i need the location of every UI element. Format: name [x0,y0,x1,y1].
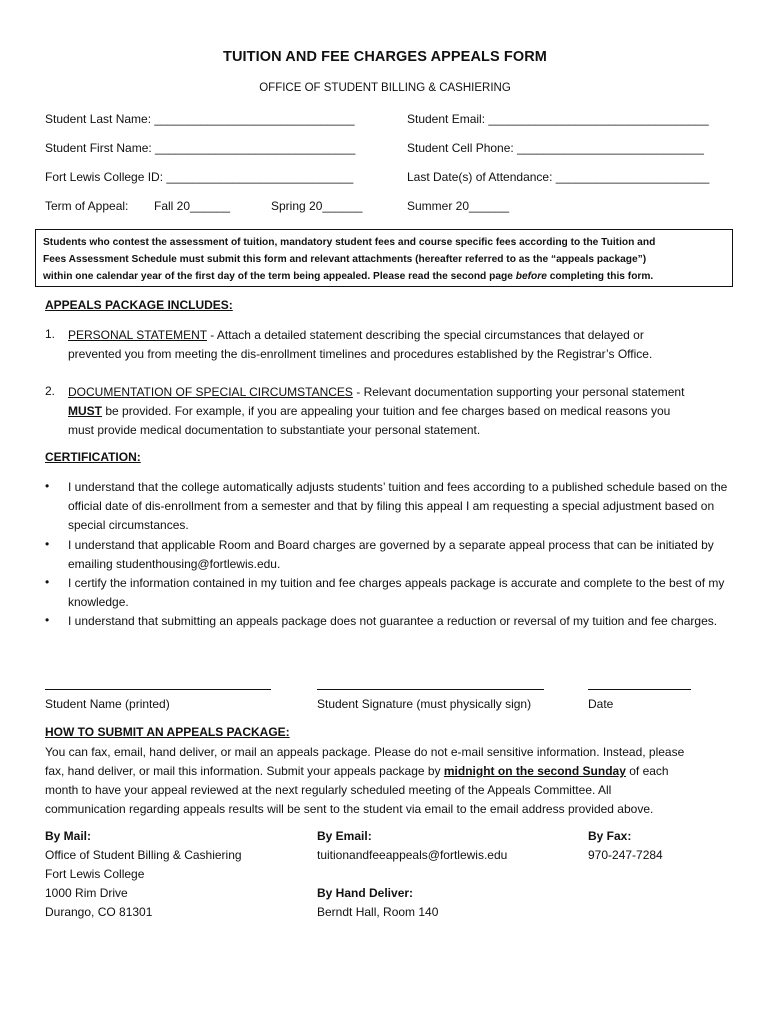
by-mail-label: By Mail: [45,829,92,843]
by-fax-label: By Fax: [588,829,632,843]
fax-number: 970-247-7284 [588,848,663,862]
student-signature-label: Student Signature (must physically sign) [317,697,532,711]
bullet-glyph: • [45,537,50,551]
certification-item: I understand that submitting an appeals package does not guarantee a reduction or reversal of my tuition and fee charges. [68,614,718,628]
date-label: Date [588,697,614,711]
mail-address-line: Office of Student Billing & Cashiering [45,848,242,862]
submit-heading: HOW TO SUBMIT AN APPEALS PACKAGE: [45,725,290,739]
notice-line-3: within one calendar year of the first day of the term being appealed. Please read the second page before completing this form. [43,271,654,282]
last-name-field[interactable]: Student Last Name: ______________________________ [45,112,355,126]
last-attendance-field[interactable]: Last Date(s) of Attendance: _______________________ [407,170,710,184]
documentation-item: DOCUMENTATION OF SPECIAL CIRCUMSTANCES - Relevant documentation supporting your personal statement MUST be provided. For example, if you are appealing your tuition and fee charges based on medical reasons you must provide medical documentation to substantiate your personal statement. [68,385,685,437]
package-heading: APPEALS PACKAGE INCLUDES: [45,298,233,312]
hand-deliver-location: Berndt Hall, Room 140 [317,905,439,919]
student-signature-line[interactable] [317,689,544,690]
form-title: TUITION AND FEE CHARGES APPEALS FORM [223,49,547,65]
fall-term-field[interactable]: Fall 20______ [154,199,231,213]
student-name-label: Student Name (printed) [45,697,170,711]
notice-box [35,229,733,287]
office-subtitle: OFFICE OF STUDENT BILLING & CASHIERING [259,82,511,94]
certification-item: I certify the information contained in my tuition and fee charges appeals package is accurate and complete to the best of my knowledge. [68,576,725,609]
email-field[interactable]: Student Email: _________________________________ [407,112,709,126]
certification-item: I understand that the college automatically adjusts students’ tuition and fees according to a published schedule based on the official date of dis-enrollment from a semester and that by filing this appeal I am requesting a special adjustment based on special circumstances. [68,480,728,532]
term-of-appeal-label: Term of Appeal: [45,199,129,213]
bullet-glyph: • [45,479,50,493]
summer-term-field[interactable]: Summer 20______ [407,199,510,213]
mail-address-line: Fort Lewis College [45,867,145,881]
by-email-label: By Email: [317,829,372,843]
item-number: 2. [45,384,56,398]
by-hand-label: By Hand Deliver: [317,886,414,900]
mail-address-line: 1000 Rim Drive [45,886,128,900]
student-name-line[interactable] [45,689,271,690]
spring-term-field[interactable]: Spring 20______ [271,199,363,213]
personal-statement-item: PERSONAL STATEMENT - Attach a detailed statement describing the special circumstances that delayed or prevented you from meeting the dis-enrollment timelines and procedures established by the Registrar’s Office. [68,328,653,361]
bullet-glyph: • [45,613,50,627]
notice-line-1: Students who contest the assessment of tuition, mandatory student fees and course specific fees according to the Tuition and [43,237,656,248]
date-line[interactable] [588,689,691,690]
certification-heading: CERTIFICATION: [45,450,141,464]
first-name-field[interactable]: Student First Name: ______________________________ [45,141,356,155]
cell-phone-field[interactable]: Student Cell Phone: ____________________________ [407,141,704,155]
email-address-link[interactable]: tuitionandfeeappeals@fortlewis.edu [317,848,508,862]
college-id-field[interactable]: Fort Lewis College ID: ____________________________ [45,170,354,184]
certification-item: I understand that applicable Room and Board charges are governed by a separate appeal process that can be initiated by emailing studenthousing@fortlewis.edu. [68,538,714,571]
item-number: 1. [45,327,56,341]
mail-address-line: Durango, CO 81301 [45,905,153,919]
bullet-glyph: • [45,575,50,589]
notice-line-2: Fees Assessment Schedule must submit this form and relevant attachments (hereafter referred to as the “appeals package”) [43,254,647,265]
submit-instructions: You can fax, email, hand deliver, or mail an appeals package. Please do not e-mail sensitive information. Instead, please fax, hand deliver, or mail this information. Submit your appeals package by midnight on the second Sunday of each month to have your appeal reviewed at the next regularly scheduled meeting of the Appeals Committee. All communication regarding appeals results will be sent to the student via email to the email address provided above. [45,745,685,816]
